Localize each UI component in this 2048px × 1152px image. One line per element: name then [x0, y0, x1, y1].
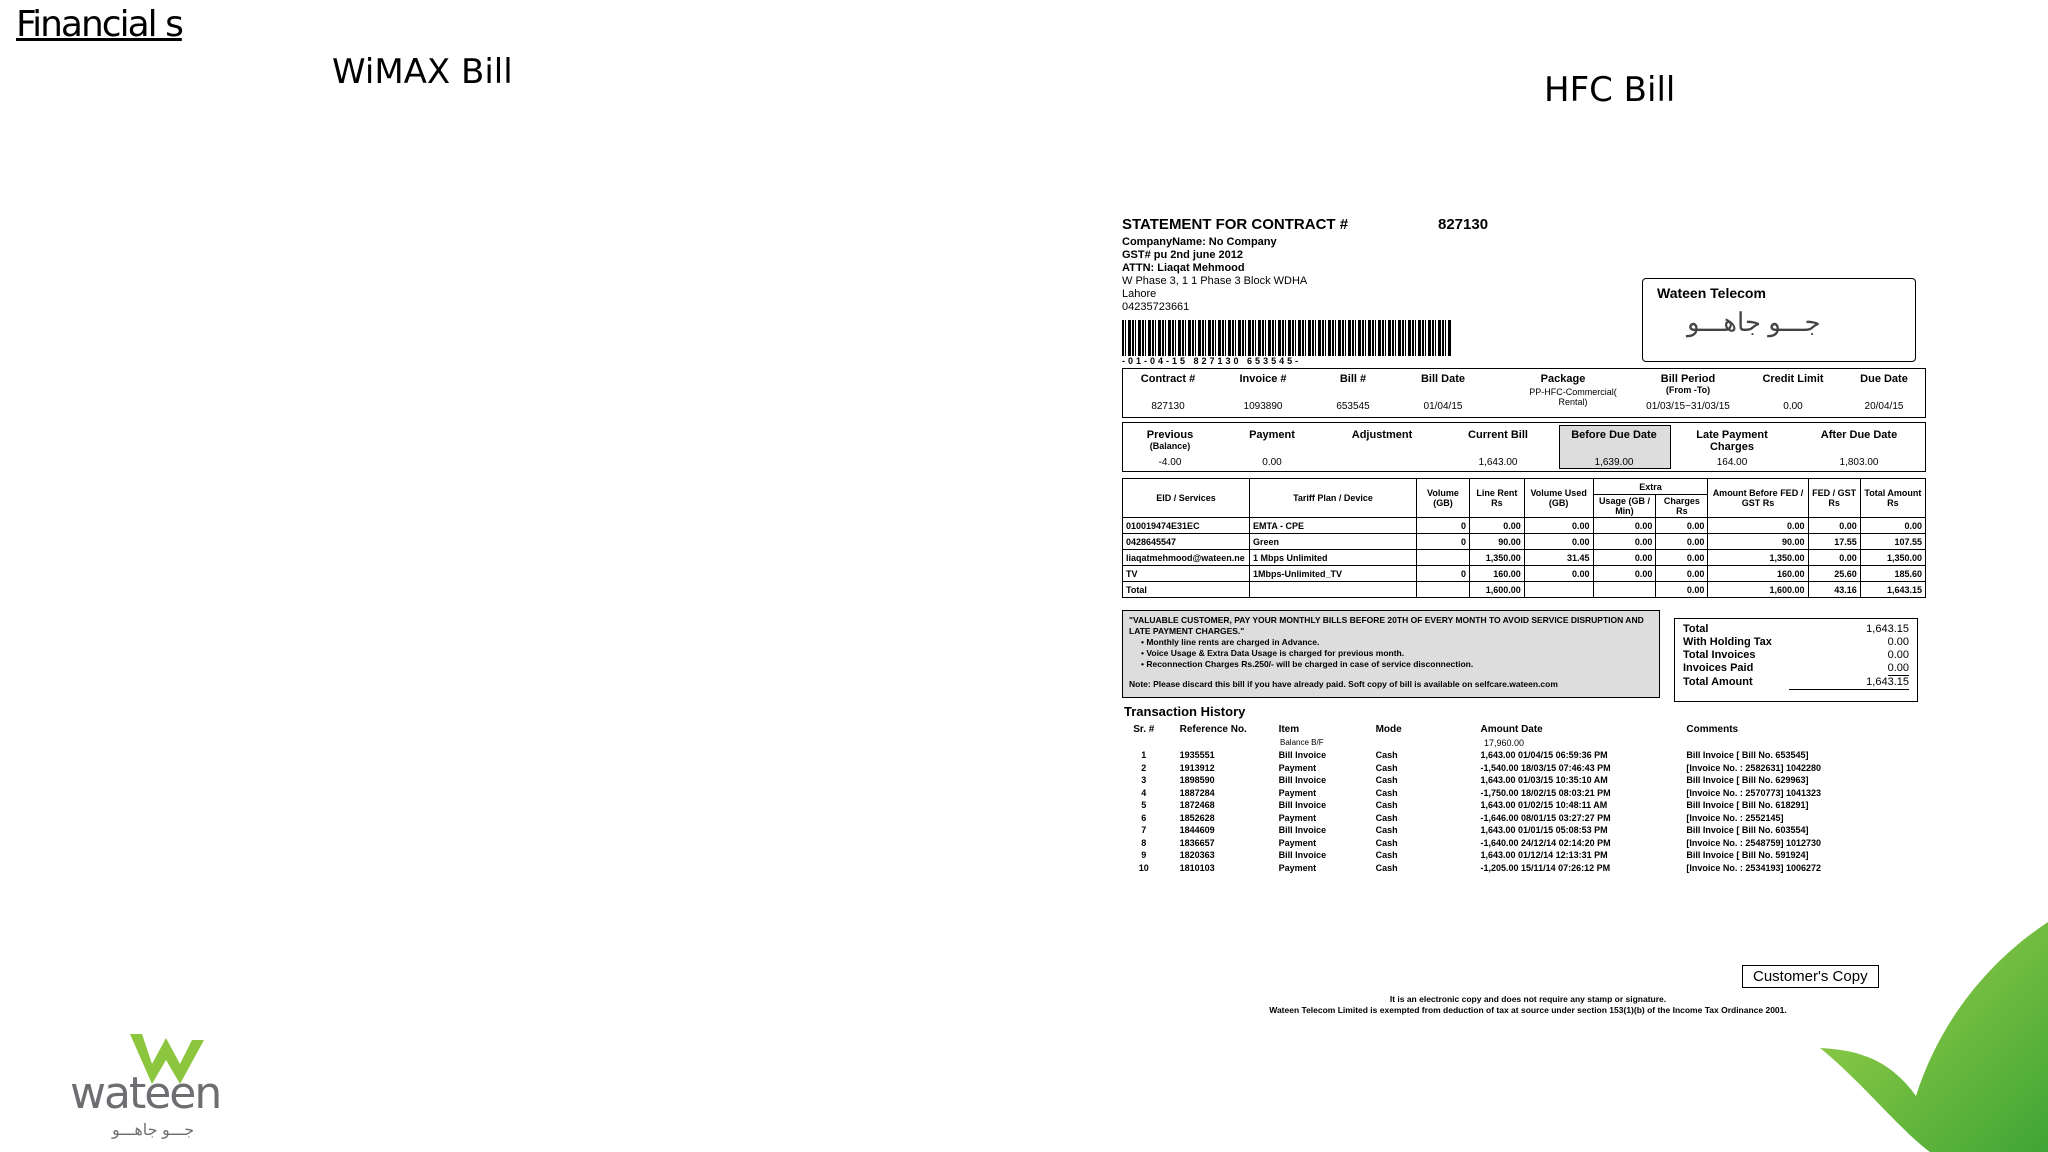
totals-row: [1683, 662, 1909, 676]
history-cell: Cash: [1375, 775, 1398, 785]
history-cell: Cash: [1375, 800, 1398, 810]
totals-value: 0.00: [1887, 649, 1909, 661]
history-cell: 1852628: [1179, 812, 1215, 823]
service-cell: [1593, 582, 1656, 598]
history-cell: Cash: [1375, 812, 1398, 823]
service-cell: 1,600.00: [1469, 582, 1524, 598]
hfc-bill-document: [1118, 210, 1938, 1015]
history-cell: Bill Invoice: [1278, 775, 1327, 785]
summary-label: Contract #: [1140, 373, 1196, 385]
summary-label: Package: [1540, 373, 1586, 385]
balance-value: 164.00: [1716, 457, 1748, 468]
service-cell: 0.00: [1524, 534, 1593, 550]
service-cell: 0.00: [1808, 550, 1860, 566]
service-row: [1123, 518, 1926, 534]
payment-notice: [1122, 610, 1660, 698]
service-cell: 0.00: [1656, 550, 1708, 566]
service-cell: EMTA - CPE: [1250, 518, 1417, 534]
service-cell: 0.00: [1524, 566, 1593, 582]
services-table-wrap: [1122, 478, 1926, 598]
history-col: Amount Date: [1480, 724, 1543, 735]
balance-label: [1123, 429, 1217, 451]
history-cell: 1872468: [1179, 800, 1215, 810]
balance-value: -4.00: [1158, 457, 1182, 468]
col-header: Charges Rs: [1656, 495, 1708, 518]
history-cell: 8: [1141, 837, 1147, 848]
totals-value: 1,643.15: [1866, 623, 1909, 635]
balance-value: 0.00: [1262, 457, 1282, 468]
history-cell: 6: [1141, 812, 1147, 823]
service-cell: 0.00: [1593, 550, 1656, 566]
service-cell: 0.00: [1469, 518, 1524, 534]
history-col: Sr. #: [1133, 724, 1155, 735]
summary-label: [1633, 373, 1743, 395]
col-header: EID / Services: [1123, 479, 1250, 518]
summary-value: 0.00: [1783, 401, 1803, 412]
statement-label: STATEMENT FOR CONTRACT #: [1122, 216, 1349, 233]
company-name: CompanyName: No Company: [1122, 236, 1277, 248]
footer-line-1: It is an electronic copy and does not require any stamp or signature.: [1389, 994, 1667, 1004]
wateen-urdu: جـــو جاهـــو: [112, 1122, 195, 1139]
service-cell: 0.00: [1593, 566, 1656, 582]
logo-urdu: جـــو جاهـــو: [1687, 307, 1821, 337]
history-cell: 1,643.00 01/12/14 12:13:31 PM: [1480, 850, 1608, 860]
history-cell: -1,640.00 24/12/14 02:14:20 PM: [1480, 837, 1611, 848]
history-cell: Bill Invoice: [1278, 750, 1327, 760]
history-cell: Cash: [1375, 837, 1398, 848]
service-cell: 010019474E31EC: [1123, 518, 1250, 534]
summary-value: 1093890: [1243, 401, 1283, 412]
notice-line: • Reconnection Charges Rs.250/- will be charged in case of service disconnection.: [1141, 659, 1474, 669]
service-cell: 0.00: [1708, 518, 1808, 534]
totals-label: Total Invoices: [1683, 649, 1756, 661]
service-cell: 25.60: [1808, 566, 1860, 582]
history-row: [1124, 762, 1924, 775]
service-cell: 0: [1417, 566, 1470, 582]
history-cell: 9: [1141, 850, 1147, 860]
service-cell: 31.45: [1524, 550, 1593, 566]
history-cell: 1,643.00 01/02/15 10:48:11 AM: [1480, 800, 1608, 810]
history-row: [1124, 787, 1924, 800]
history-bf-row: [1124, 737, 1924, 750]
balance-label: Adjustment: [1351, 429, 1413, 441]
history-row: [1124, 849, 1924, 862]
service-cell: 160.00: [1469, 566, 1524, 582]
service-cell: 0.00: [1524, 518, 1593, 534]
col-header: Volume (GB): [1417, 479, 1470, 518]
history-col: Item: [1278, 724, 1300, 735]
service-cell: TV: [1123, 566, 1250, 582]
balance-value: 1,803.00: [1839, 457, 1879, 468]
summary-value: 01/03/15~31/03/15: [1646, 401, 1730, 412]
service-cell: 1Mbps-Unlimited_TV: [1250, 566, 1417, 582]
summary-value: 827130: [1151, 401, 1185, 412]
balance-label: Before Due Date: [1571, 429, 1657, 441]
history-cell: [Invoice No. : 2552145]: [1686, 812, 1784, 823]
wateen-wordmark: wateen: [70, 1068, 221, 1119]
service-cell: 1,350.00: [1708, 550, 1808, 566]
totals-row: [1683, 636, 1909, 649]
history-cell: [Invoice No. : 2582631] 1042280: [1686, 762, 1821, 773]
history-cell: Bill Invoice [ Bill No. 653545]: [1686, 750, 1809, 760]
hfc-heading: HFC Bill: [1544, 70, 1676, 110]
history-cell: -1,646.00 08/01/15 03:27:27 PM: [1480, 812, 1611, 823]
service-cell: 17.55: [1808, 534, 1860, 550]
service-cell: 185.60: [1860, 566, 1925, 582]
history-cell: Payment: [1278, 862, 1317, 873]
summary-label: Invoice #: [1239, 373, 1287, 385]
history-cell: 7: [1141, 825, 1147, 835]
history-cell: -1,750.00 18/02/15 08:03:21 PM: [1480, 787, 1611, 798]
summary-value: 20/04/15: [1864, 401, 1904, 412]
history-row: [1124, 837, 1924, 850]
period-sub: (From -To): [1665, 385, 1711, 395]
attention: ATTN: Liaqat Mehmood: [1122, 262, 1245, 274]
summary-value: 653545: [1336, 401, 1370, 412]
history-row: [1124, 774, 1924, 787]
service-row: [1123, 566, 1926, 582]
transaction-history-title: Transaction History: [1124, 704, 1246, 719]
gst-number: GST# pu 2nd june 2012: [1122, 249, 1244, 261]
balance-value: 1,639.00: [1594, 457, 1634, 468]
totals-label: Total: [1683, 623, 1709, 635]
wimax-heading: WiMAX Bill: [332, 52, 513, 92]
history-row: [1124, 749, 1924, 762]
totals-row: [1683, 623, 1909, 636]
history-row: [1124, 812, 1924, 825]
summary-label: Bill Date: [1420, 373, 1465, 385]
history-cell: Bill Invoice [ Bill No. 629963]: [1686, 775, 1809, 785]
service-cell: 90.00: [1469, 534, 1524, 550]
service-row: [1123, 582, 1926, 598]
service-cell: 43.16: [1808, 582, 1860, 598]
address-line-2: Lahore: [1122, 288, 1157, 300]
service-cell: [1250, 582, 1417, 598]
history-cell: [Invoice No. : 2570773] 1041323: [1686, 787, 1821, 798]
service-cell: 0: [1417, 534, 1470, 550]
totals-row: [1683, 649, 1909, 662]
services-table: [1122, 478, 1926, 598]
history-bf-amount: 17,960.00: [1484, 737, 1525, 748]
history-header: [1124, 724, 1924, 737]
history-cell: 4: [1141, 787, 1147, 798]
summary-value: PP-HFC-Commercial( Rental): [1529, 387, 1617, 407]
history-col: Comments: [1686, 724, 1739, 735]
history-cell: Bill Invoice: [1278, 825, 1327, 835]
balance-label: Current Bill: [1468, 429, 1528, 441]
totals-value: 0.00: [1887, 636, 1909, 648]
history-cell: Cash: [1375, 787, 1398, 798]
logo-text: Wateen Telecom: [1657, 285, 1766, 301]
service-cell: 0.00: [1656, 518, 1708, 534]
history-cell: 1,643.00 01/03/15 10:35:10 AM: [1480, 775, 1608, 785]
service-cell: 0.00: [1593, 534, 1656, 550]
notice-line: Note: Please discard this bill if you have already paid. Soft copy of bill is available on selfcare.wateen.com: [1129, 679, 1558, 689]
service-cell: 0428645547: [1123, 534, 1250, 550]
col-header: Usage (GB / Min): [1593, 495, 1656, 518]
history-col: Mode: [1375, 724, 1402, 735]
notice-line: • Voice Usage & Extra Data Usage is charged for previous month.: [1141, 648, 1405, 658]
service-cell: 0.00: [1656, 582, 1708, 598]
history-cell: 2: [1141, 762, 1147, 773]
service-cell: 1,600.00: [1708, 582, 1808, 598]
service-cell: 0.00: [1593, 518, 1656, 534]
history-cell: Cash: [1375, 850, 1398, 860]
history-cell: 1887284: [1179, 787, 1215, 798]
history-cell: Bill Invoice [ Bill No. 591924]: [1686, 850, 1809, 860]
service-cell: 1,350.00: [1860, 550, 1925, 566]
bill-summary-box: [1122, 368, 1926, 418]
col-header: Total Amount Rs: [1860, 479, 1925, 518]
green-swoosh-icon: [1820, 900, 2048, 1152]
summary-label-text: Bill Period: [1660, 373, 1716, 385]
totals-box: [1674, 618, 1918, 702]
service-cell: 0: [1417, 518, 1470, 534]
summary-value: 01/04/15: [1423, 401, 1463, 412]
service-cell: 1 Mbps Unlimited: [1250, 550, 1417, 566]
totals-value: 0.00: [1887, 662, 1909, 674]
balance-box: [1122, 422, 1926, 472]
totals-row: [1683, 676, 1909, 690]
balance-label-text: Previous: [1146, 429, 1194, 441]
totals-label: Total Amount: [1683, 676, 1753, 688]
history-cell: Cash: [1375, 862, 1398, 873]
col-header: Tariff Plan / Device: [1250, 479, 1417, 518]
history-cell: Bill Invoice [ Bill No. 603554]: [1686, 825, 1809, 835]
col-header: Line Rent Rs: [1469, 479, 1524, 518]
address-line-1: W Phase 3, 1 1 Phase 3 Block WDHA: [1122, 275, 1308, 287]
col-header: Amount Before FED / GST Rs: [1708, 479, 1808, 518]
history-row: [1124, 862, 1924, 875]
history-cell: 1,643.00 01/04/15 06:59:36 PM: [1480, 750, 1608, 760]
history-cell: -1,205.00 15/11/14 07:26:12 PM: [1480, 862, 1611, 873]
balance-label: Late Payment Charges: [1696, 429, 1768, 453]
history-cell: 1844609: [1179, 825, 1215, 835]
service-cell: 1,350.00: [1469, 550, 1524, 566]
footer-line-2: Wateen Telecom Limited is exempted from deduction of tax at source under section 153(1)(b) of the Income Tax Ordinance 2001.: [1269, 1005, 1787, 1015]
transaction-history: [1124, 724, 1924, 874]
history-cell: 1,643.00 01/01/15 05:08:53 PM: [1480, 825, 1608, 835]
service-cell: [1417, 582, 1470, 598]
service-cell: 160.00: [1708, 566, 1808, 582]
contract-number: 827130: [1438, 216, 1489, 233]
history-cell: 1935551: [1179, 750, 1215, 760]
history-cell: Cash: [1375, 762, 1398, 773]
history-cell: Cash: [1375, 750, 1398, 760]
history-row: [1124, 799, 1924, 812]
totals-label: With Holding Tax: [1683, 636, 1772, 648]
balance-value: 1,643.00: [1478, 457, 1518, 468]
service-cell: [1524, 582, 1593, 598]
history-cell: [Invoice No. : 2548759] 1012730: [1686, 837, 1821, 848]
history-cell: 10: [1138, 862, 1149, 873]
history-bf-item: Balance B/F: [1280, 737, 1324, 747]
col-header: FED / GST Rs: [1808, 479, 1860, 518]
balance-label: Payment: [1249, 429, 1295, 441]
wateen-telecom-logo-box: [1642, 278, 1916, 362]
balance-sub: (Balance): [1149, 441, 1191, 451]
customer-address: [1122, 236, 1307, 314]
service-cell: Total: [1123, 582, 1250, 598]
service-cell: 0.00: [1808, 518, 1860, 534]
col-header: Extra: [1593, 479, 1708, 495]
totals-label: Invoices Paid: [1683, 662, 1754, 674]
history-cell: Payment: [1278, 762, 1317, 773]
service-cell: Green: [1250, 534, 1417, 550]
slide-title: Financial s: [16, 4, 182, 45]
summary-label: Credit Limit: [1762, 373, 1824, 385]
history-cell: 1810103: [1179, 862, 1215, 873]
history-cell: Cash: [1375, 825, 1398, 835]
history-cell: 1820363: [1179, 850, 1215, 860]
service-cell: 107.55: [1860, 534, 1925, 550]
service-cell: 1,643.15: [1860, 582, 1925, 598]
service-row: [1123, 534, 1926, 550]
service-cell: 90.00: [1708, 534, 1808, 550]
history-cell: 1898590: [1179, 775, 1215, 785]
history-cell: Payment: [1278, 812, 1317, 823]
notice-line: • Monthly line rents are charged in Advance.: [1141, 637, 1320, 647]
summary-label: Due Date: [1860, 373, 1908, 385]
service-cell: 0.00: [1656, 534, 1708, 550]
col-header: Volume Used (GB): [1524, 479, 1593, 518]
summary-label: Bill #: [1339, 373, 1367, 385]
service-cell: liaqatmehmood@wateen.ne: [1123, 550, 1250, 566]
wateen-logo: [66, 1032, 246, 1142]
service-cell: [1417, 550, 1470, 566]
history-cell: Payment: [1278, 837, 1317, 848]
history-cell: 5: [1141, 800, 1147, 810]
history-cell: Bill Invoice: [1278, 850, 1327, 860]
phone-number: 04235723661: [1122, 301, 1190, 313]
customers-copy-label: Customer's Copy: [1742, 965, 1879, 988]
history-cell: 1: [1141, 750, 1147, 760]
bill-footer: [1118, 994, 1938, 1016]
history-cell: Payment: [1278, 787, 1317, 798]
history-col: Reference No.: [1179, 724, 1247, 735]
barcode-text: -01-04-15 827130 653545-: [1122, 356, 1302, 366]
history-cell: 1836657: [1179, 837, 1215, 848]
history-cell: 3: [1141, 775, 1147, 785]
notice-line: "VALUABLE CUSTOMER, PAY YOUR MONTHLY BILLS BEFORE 20TH OF EVERY MONTH TO AVOID SERVICE DISRUPTION AND LATE PAYMENT CHARGES.": [1129, 615, 1644, 636]
history-cell: Bill Invoice: [1278, 800, 1327, 810]
service-cell: 0.00: [1656, 566, 1708, 582]
history-cell: [Invoice No. : 2534193] 1006272: [1686, 862, 1821, 873]
service-row: [1123, 550, 1926, 566]
history-cell: -1,540.00 18/03/15 07:46:43 PM: [1480, 762, 1611, 773]
totals-value: 1,643.15: [1789, 676, 1909, 690]
history-cell: 1913912: [1179, 762, 1215, 773]
history-row: [1124, 824, 1924, 837]
service-cell: 0.00: [1860, 518, 1925, 534]
history-cell: Bill Invoice [ Bill No. 618291]: [1686, 800, 1809, 810]
barcode: [1122, 320, 1452, 356]
balance-label: After Due Date: [1820, 429, 1898, 441]
